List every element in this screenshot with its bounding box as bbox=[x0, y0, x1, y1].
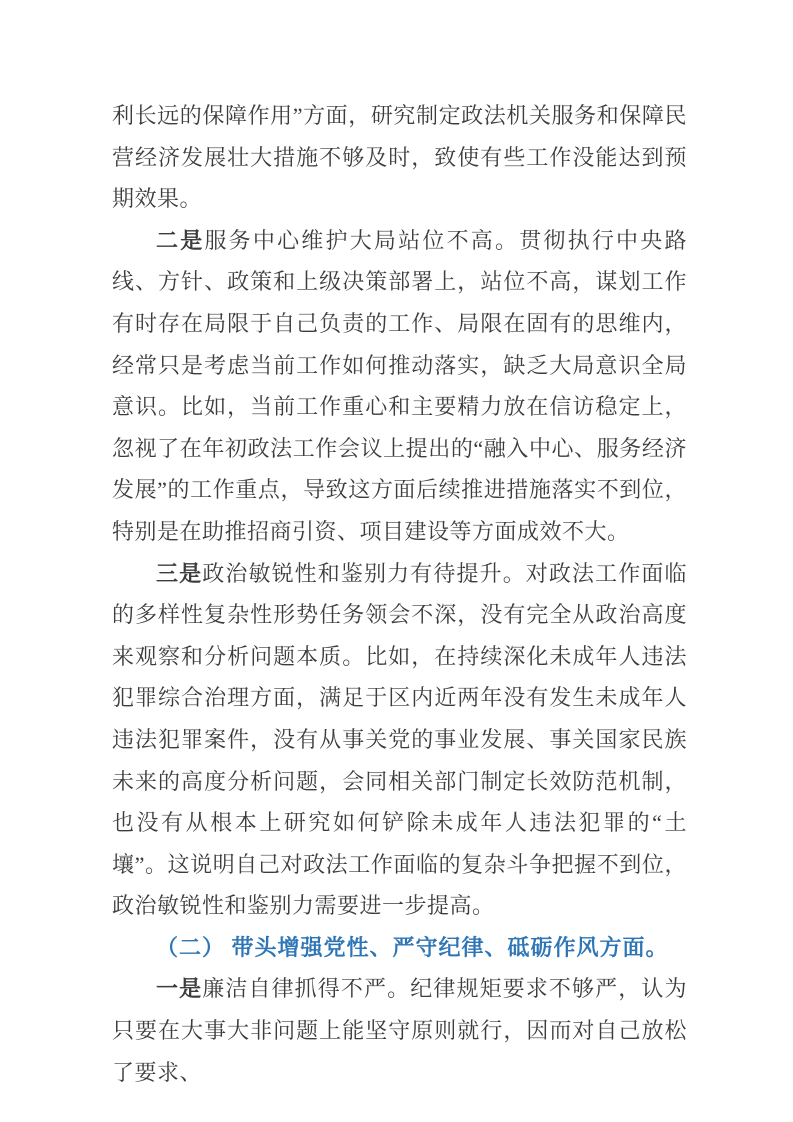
paragraph-text: 利长远的保障作用”方面，研究制定政法机关服务和保障民营经济发展壮大措施不够及时，致使有些工作没能达到预期效果。 bbox=[112, 103, 687, 212]
paragraph-continuation bbox=[112, 95, 687, 220]
paragraph-lead: 一是 bbox=[156, 976, 203, 1002]
paragraph bbox=[112, 220, 687, 553]
paragraph-text: 廉洁自律抓得不严。纪律规矩要求不够严，认为只要在大事大非问题上能坚守原则就行，因而对自己放松了要求、 bbox=[112, 976, 687, 1085]
section-heading: （二） 带头增强党性、严守纪律、砥砺作风方面。 bbox=[156, 934, 669, 960]
paragraph-lead: 二是 bbox=[156, 227, 205, 253]
document-body bbox=[112, 95, 687, 1093]
paragraph-text: 服务中心维护大局站位不高。贯彻执行中央路线、方针、政策和上级决策部署上，站位不高，谋划工作有时存在局限于自己负责的工作、局限在固有的思维内，经常只是考虑当前工作如何推动落实，缺乏大局意识全局意识。比如，当前工作重心和主要精力放在信访稳定上，忽视了在年初政法工作会议上提出的“融入中心、服务经济发展”的工作重点，导致这方面后续推进措施落实不到位，特别是在助推招商引资、项目建设等方面成效不大。 bbox=[112, 227, 687, 544]
paragraph bbox=[112, 968, 687, 1093]
paragraph-text: 政治敏锐性和鉴别力有待提升。对政法工作面临的多样性复杂性形势任务领会不深，没有完全从政治高度来观察和分析问题本质。比如，在持续深化未成年人违法犯罪综合治理方面，满足于区内近两年没有发生未成年人违法犯罪案件，没有从事关党的事业发展、事关国家民族未来的高度分析问题，会同相关部门制定长效防范机制，也没有从根本上研究如何铲除未成年人违法犯罪的“土壤”。这说明自己对政法工作面临的复杂斗争把握不到位，政治敏锐性和鉴别力需要进一步提高。 bbox=[112, 560, 687, 919]
paragraph bbox=[112, 553, 687, 927]
paragraph-lead: 三是 bbox=[156, 560, 203, 586]
